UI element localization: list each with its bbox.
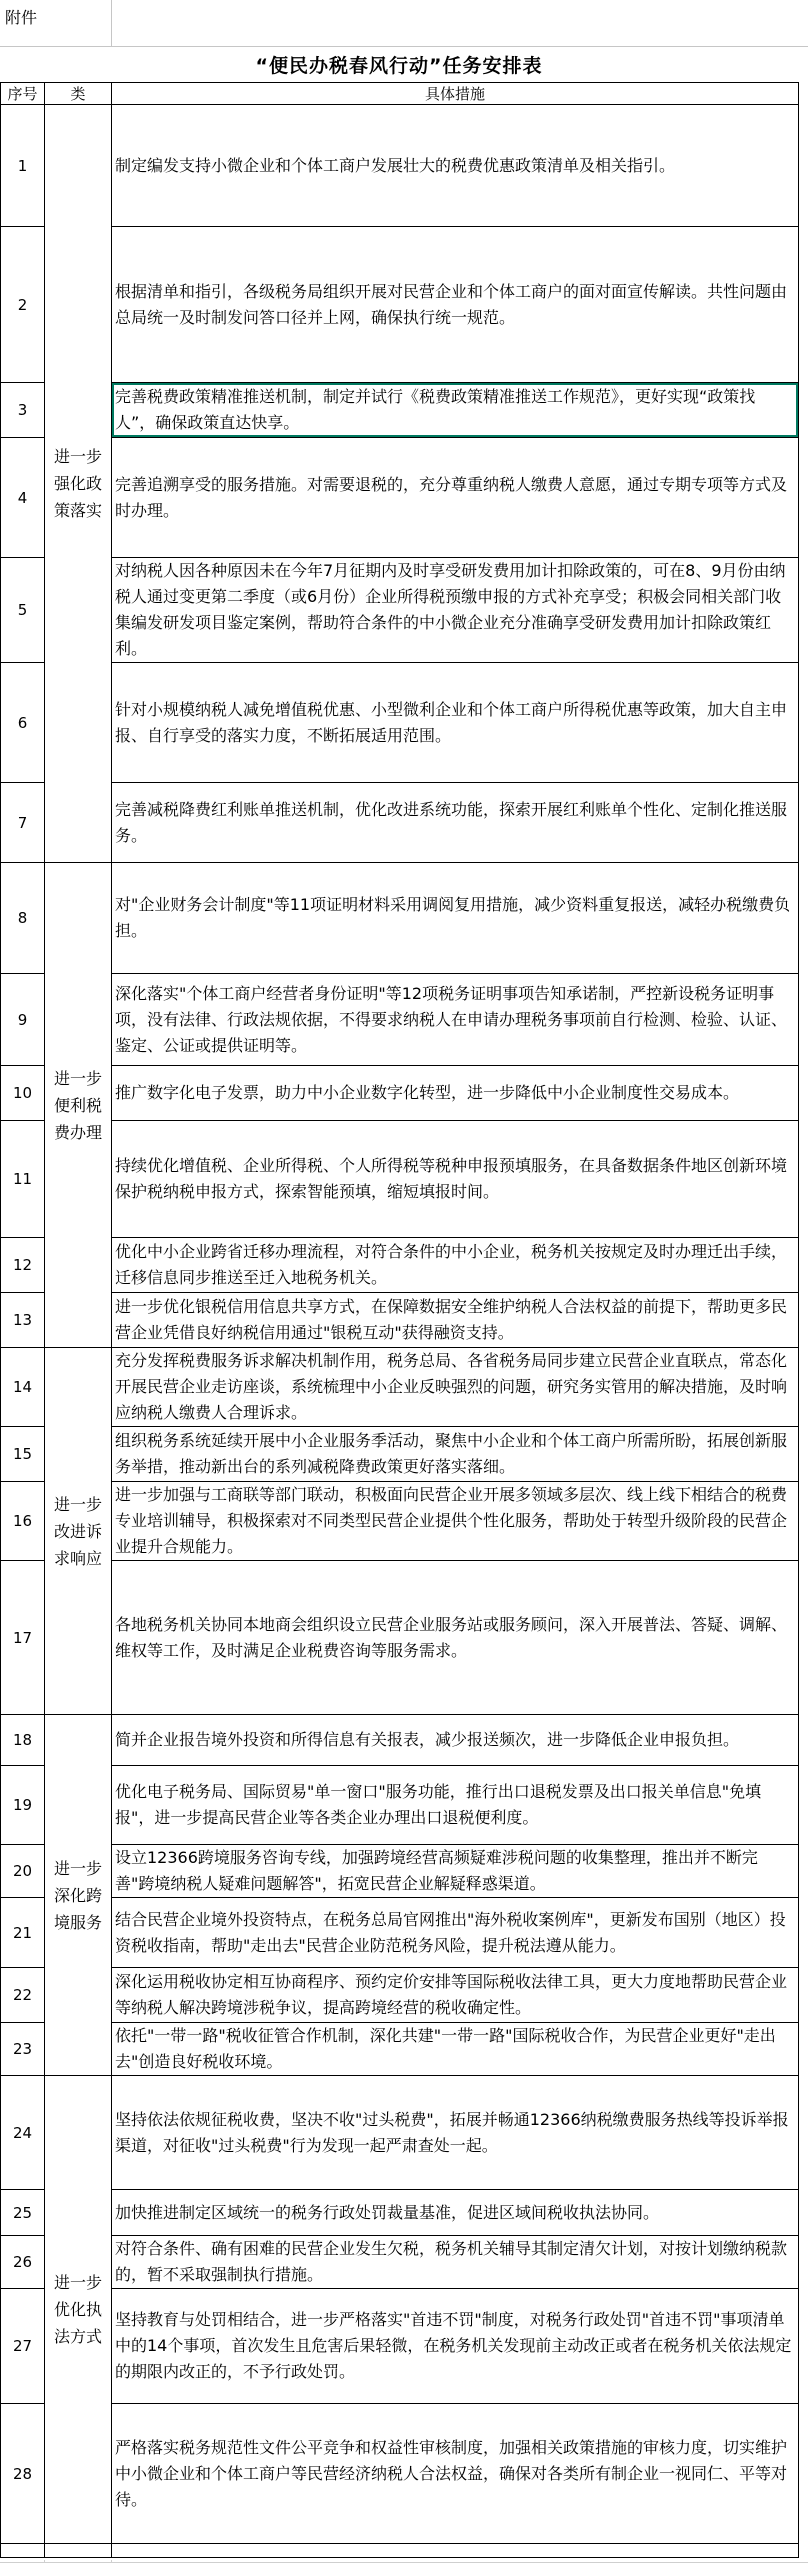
measure-cell[interactable]: 设立12366跨境服务咨询专线，加强跨境经营高频疑难涉税问题的收集整理，推出并不断完善"跨境纳税人疑难问题解答"，拓宽民营企业解疑释惑渠道。 xyxy=(112,1845,799,1898)
table-row xyxy=(1,1482,799,1561)
category-cell[interactable]: 进一步改进诉求响应 xyxy=(45,1348,112,1715)
measure-cell[interactable]: 坚持教育与处罚相结合，进一步严格落实"首违不罚"制度，对税务行政处罚"首违不罚"事项清单中的14个事项，首次发生且危害后果轻微，在税务机关发现前主动改正或者在税务机关依法规定的期限内改正的，不予行政处罚。 xyxy=(112,2289,799,2404)
measure-cell[interactable]: 持续优化增值税、企业所得税、个人所得税等税种申报预填服务，在具备数据条件地区创新环境保护税纳税申报方式，探索智能预填，缩短填报时间。 xyxy=(112,1121,799,1238)
measure-cell[interactable]: 优化中小企业跨省迁移办理流程，对符合条件的中小企业，税务机关按规定及时办理迁出手续，迁移信息同步推送至迁入地税务机关。 xyxy=(112,1238,799,1293)
table-row xyxy=(1,105,799,227)
measure-cell[interactable]: 进一步加强与工商联等部门联动，积极面向民营企业开展多领域多层次、线上线下相结合的税费专业培训辅导，积极探索对不同类型民营企业提供个性化服务，帮助处于转型升级阶段的民营企业提升合规能力。 xyxy=(112,1482,799,1561)
table-row xyxy=(1,1427,799,1482)
header-category[interactable]: 类 xyxy=(45,83,112,105)
row-number-cell[interactable]: 5 xyxy=(1,558,45,663)
row-number-cell[interactable]: 26 xyxy=(1,2236,45,2289)
row-number-cell[interactable]: 4 xyxy=(1,438,45,558)
table-row xyxy=(1,1121,799,1238)
row-number-cell[interactable]: 13 xyxy=(1,1293,45,1348)
measure-cell[interactable]: 对"企业财务会计制度"等11项证明材料采用调阅复用措施，减少资料重复报送，减轻办税缴费负担。 xyxy=(112,863,799,974)
table-row xyxy=(1,2076,799,2190)
measure-cell[interactable]: 深化运用税收协定相互协商程序、预约定价安排等国际税收法律工具，更大力度地帮助民营企业等纳税人解决跨境涉税争议，提高跨境经营的税收确定性。 xyxy=(112,1968,799,2023)
table-row xyxy=(1,783,799,863)
row-number-cell[interactable]: 14 xyxy=(1,1348,45,1427)
row-number-cell[interactable]: 18 xyxy=(1,1715,45,1766)
row-number-cell[interactable]: 12 xyxy=(1,1238,45,1293)
task-table xyxy=(0,82,799,2558)
measure-cell[interactable]: 坚持依法依规征税收费，坚决不收"过头税费"，拓展并畅通12366纳税缴费服务热线等投诉举报渠道，对征收"过头税费"行为发现一起严肃查处一起。 xyxy=(112,2076,799,2190)
measure-cell[interactable]: 各地税务机关协同本地商会组织设立民营企业服务站或服务顾问，深入开展普法、答疑、调解、维权等工作，及时满足企业税费咨询等服务需求。 xyxy=(112,1561,799,1715)
attachment-strip xyxy=(0,0,808,47)
attachment-label: 附件 xyxy=(5,8,38,27)
table-row xyxy=(1,2023,799,2076)
measure-cell[interactable]: 推广数字化电子发票，助力中小企业数字化转型，进一步降低中小企业制度性交易成本。 xyxy=(112,1066,799,1121)
row-number-cell[interactable]: 8 xyxy=(1,863,45,974)
row-number-cell[interactable]: 22 xyxy=(1,1968,45,2023)
table-header-row xyxy=(1,83,799,105)
measure-cell[interactable]: 依托"一带一路"税收征管合作机制，深化共建"一带一路"国际税收合作，为民营企业更好"走出去"创造良好税收环境。 xyxy=(112,2023,799,2076)
measure-cell[interactable]: 简并企业报告境外投资和所得信息有关报表，减少报送频次，进一步降低企业申报负担。 xyxy=(112,1715,799,1766)
row-number-cell[interactable]: 28 xyxy=(1,2404,45,2544)
measure-cell[interactable]: 制定编发支持小微企业和个体工商户发展壮大的税费优惠政策清单及相关指引。 xyxy=(112,105,799,227)
row-number-cell[interactable]: 6 xyxy=(1,663,45,783)
table-row xyxy=(1,1293,799,1348)
row-number-cell[interactable]: 17 xyxy=(1,1561,45,1715)
table-row xyxy=(1,227,799,383)
table-row xyxy=(1,1898,799,1968)
gridline-bottom xyxy=(0,2558,808,2563)
table-row xyxy=(1,1715,799,1766)
category-cell[interactable]: 进一步深化跨境服务 xyxy=(45,1715,112,2076)
table-row xyxy=(1,1238,799,1293)
table-row xyxy=(1,974,799,1066)
row-number-cell[interactable]: 27 xyxy=(1,2289,45,2404)
table-row xyxy=(1,2289,799,2404)
table-row xyxy=(1,2236,799,2289)
table-row xyxy=(1,1348,799,1427)
measure-cell[interactable]: 完善追溯享受的服务措施。对需要退税的，充分尊重纳税人缴费人意愿，通过专期专项等方式及时办理。 xyxy=(112,438,799,558)
category-cell[interactable]: 进一步便利税费办理 xyxy=(45,863,112,1348)
table-row xyxy=(1,383,799,438)
category-cell[interactable]: 进一步优化执法方式 xyxy=(45,2076,112,2544)
row-number-cell[interactable]: 2 xyxy=(1,227,45,383)
title-row xyxy=(0,47,798,82)
gridline-vertical xyxy=(111,0,112,46)
category-cell[interactable]: 进一步强化政策落实 xyxy=(45,105,112,863)
table-row xyxy=(1,1845,799,1898)
table-row xyxy=(1,663,799,783)
row-number-cell[interactable]: 10 xyxy=(1,1066,45,1121)
measure-cell-selected[interactable]: 完善税费政策精准推送机制，制定并试行《税费政策精准推送工作规范》，更好实现“政策找人”，确保政策直达快享。 xyxy=(112,383,799,438)
row-number-cell[interactable]: 1 xyxy=(1,105,45,227)
measure-cell[interactable]: 对符合条件、确有困难的民营企业发生欠税，税务机关辅导其制定清欠计划，对按计划缴纳税款的，暂不采取强制执行措施。 xyxy=(112,2236,799,2289)
header-index[interactable]: 序号 xyxy=(1,83,45,105)
table-row xyxy=(1,863,799,974)
measure-cell[interactable]: 加快推进制定区域统一的税务行政处罚裁量基准，促进区域间税收执法协同。 xyxy=(112,2190,799,2236)
row-number-cell[interactable]: 15 xyxy=(1,1427,45,1482)
table-row xyxy=(1,1066,799,1121)
row-number-cell[interactable]: 23 xyxy=(1,2023,45,2076)
table-row xyxy=(1,1968,799,2023)
measure-cell[interactable]: 针对小规模纳税人减免增值税优惠、小型微利企业和个体工商户所得税优惠等政策，加大自主申报、自行享受的落实力度，不断拓展适用范围。 xyxy=(112,663,799,783)
row-number-cell[interactable]: 19 xyxy=(1,1766,45,1845)
measure-cell[interactable]: 严格落实税务规范性文件公平竞争和权益性审核制度，加强相关政策措施的审核力度，切实维护中小微企业和个体工商户等民营经济纳税人合法权益，确保对各类所有制企业一视同仁、平等对待。 xyxy=(112,2404,799,2544)
row-number-cell[interactable]: 9 xyxy=(1,974,45,1066)
table-row xyxy=(1,1561,799,1715)
measure-cell[interactable]: 充分发挥税费服务诉求解决机制作用，税务总局、各省税务局同步建立民营企业直联点，常态化开展民营企业走访座谈，系统梳理中小企业反映强烈的问题，研究务实管用的解决措施，及时响应纳税人缴费人合理诉求。 xyxy=(112,1348,799,1427)
table-row xyxy=(1,1766,799,1845)
table-row xyxy=(1,558,799,663)
row-number-cell[interactable]: 25 xyxy=(1,2190,45,2236)
row-number-cell[interactable]: 21 xyxy=(1,1898,45,1968)
row-number-cell[interactable]: 16 xyxy=(1,1482,45,1561)
measure-cell[interactable]: 根据清单和指引，各级税务局组织开展对民营企业和个体工商户的面对面宣传解读。共性问题由总局统一及时制发问答口径并上网，确保执行统一规范。 xyxy=(112,227,799,383)
header-measure[interactable]: 具体措施 xyxy=(112,83,799,105)
table-row xyxy=(1,438,799,558)
table-row xyxy=(1,2190,799,2236)
measure-cell[interactable]: 组织税务系统延续开展中小企业服务季活动，聚焦中小企业和个体工商户所需所盼，拓展创新服务举措，推动新出台的系列减税降费政策更好落实落细。 xyxy=(112,1427,799,1482)
measure-cell[interactable]: 进一步优化银税信用信息共享方式，在保障数据安全维护纳税人合法权益的前提下，帮助更多民营企业凭借良好纳税信用通过"银税互动"获得融资支持。 xyxy=(112,1293,799,1348)
row-number-cell[interactable]: 11 xyxy=(1,1121,45,1238)
measure-cell[interactable]: 优化电子税务局、国际贸易"单一窗口"服务功能，推行出口退税发票及出口报关单信息"免填报"，进一步提高民营企业等各类企业办理出口退税便利度。 xyxy=(112,1766,799,1845)
measure-cell[interactable]: 深化落实"个体工商户经营者身份证明"等12项税务证明事项告知承诺制，严控新设税务证明事项，没有法律、行政法规依据，不得要求纳税人在申请办理税务事项前自行检测、检验、认证、鉴定、公证或提供证明等。 xyxy=(112,974,799,1066)
row-number-cell[interactable]: 24 xyxy=(1,2076,45,2190)
measure-cell[interactable]: 结合民营企业境外投资特点，在税务总局官网推出"海外税收案例库"，更新发布国别（地区）投资税收指南，帮助"走出去"民营企业防范税务风险，提升税法遵从能力。 xyxy=(112,1898,799,1968)
table-row xyxy=(1,2404,799,2544)
page-title: “便民办税春风行动”任务安排表 xyxy=(255,55,543,77)
row-number-cell[interactable]: 20 xyxy=(1,1845,45,1898)
row-number-cell[interactable]: 7 xyxy=(1,783,45,863)
row-number-cell[interactable]: 3 xyxy=(1,383,45,438)
measure-cell[interactable]: 对纳税人因各种原因未在今年7月征期内及时享受研发费用加计扣除政策的，可在8、9月份由纳税人通过变更第二季度（或6月份）企业所得税预缴申报的方式补充享受；积极会同相关部门收集编发研发项目鉴定案例，帮助符合条件的中小微企业充分准确享受研发费用加计扣除政策红利。 xyxy=(112,558,799,663)
measure-cell[interactable]: 完善减税降费红利账单推送机制，优化改进系统功能，探索开展红利账单个性化、定制化推送服务。 xyxy=(112,783,799,863)
